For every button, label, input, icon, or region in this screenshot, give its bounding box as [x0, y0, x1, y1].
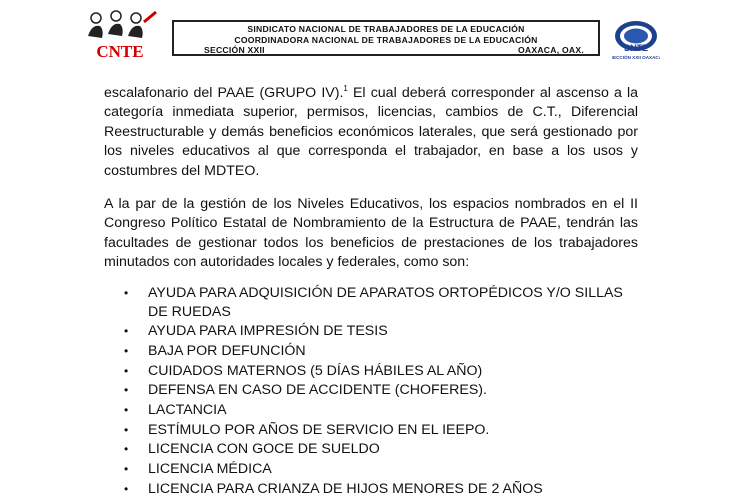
- paragraph-line: los niveles educativos al que corresponda el trabajador, en base a los usos y: [104, 143, 638, 160]
- list-item-text: LACTANCIA: [148, 401, 227, 418]
- list-item-text: AYUDA PARA IMPRESIÓN DE TESIS: [148, 323, 388, 340]
- bullet-icon: •: [124, 422, 129, 437]
- list-item: [122, 440, 642, 459]
- bullet-icon: •: [124, 324, 129, 339]
- paragraph-line: [104, 84, 638, 103]
- paragraph-escalafonario: [104, 84, 638, 181]
- list-item: [122, 284, 642, 321]
- cnte-logo-text: CNTE: [96, 42, 144, 60]
- list-item: [122, 381, 642, 400]
- bullet-icon: •: [124, 442, 129, 457]
- coordinator-name: COORDINADORA NACIONAL DE TRABAJADORES DE LA EDUCACIÓN: [234, 34, 538, 45]
- snte-logo-text: SNTE: [623, 43, 649, 53]
- section-location: OAXACA, OAX.: [517, 45, 584, 55]
- bullet-icon: •: [124, 402, 129, 417]
- bullet-icon: •: [124, 363, 129, 378]
- footnote-ref[interactable]: 1: [343, 84, 348, 93]
- paragraph-line: Congreso Político Estatal de Nombramiento de la Estructura de PAAE, tendrán las: [104, 215, 638, 232]
- paragraph-line: costumbres del MDTEO.: [104, 162, 260, 179]
- section-line: [182, 45, 590, 56]
- snte-logo-subtext: SECCIÓN XXII OAXACA: [612, 55, 660, 60]
- list-item: [122, 460, 642, 479]
- list-item-text: DEFENSA EN CASO DE ACCIDENTE (CHOFERES).: [148, 382, 487, 399]
- list-item-text: LICENCIA PARA CRIANZA DE HIJOS MENORES DE 2 AÑOS: [148, 480, 543, 497]
- union-name: SINDICATO NACIONAL DE TRABAJADORES DE LA EDUCACIÓN: [247, 24, 525, 34]
- list-item: [122, 322, 642, 341]
- list-item-text: CUIDADOS MATERNOS (5 DÍAS HÁBILES AL AÑO): [148, 362, 483, 379]
- list-item: [122, 342, 642, 361]
- list-item-text: AYUDA PARA ADQUISICIÓN DE APARATOS ORTOPÉDICOS Y/O SILLAS DE RUEDAS: [148, 285, 623, 320]
- list-item-text: LICENCIA CON GOCE DE SUELDO: [148, 441, 380, 458]
- paragraph-line: A la par de la gestión de los Niveles Educativos, los espacios nombrados en el II: [104, 196, 638, 212]
- bullet-icon: •: [124, 481, 129, 496]
- cnte-logo-graphic: [82, 8, 162, 60]
- bullet-icon: •: [124, 383, 129, 398]
- benefits-list: [122, 284, 642, 499]
- section-number: SECCIÓN XXII: [204, 45, 265, 55]
- bullet-icon: •: [124, 343, 129, 358]
- page-header: [0, 0, 741, 70]
- header-title-box: [172, 20, 600, 56]
- bullet-icon: •: [124, 462, 129, 476]
- list-item-text: BAJA POR DEFUNCIÓN: [148, 342, 306, 359]
- paragraph-line: categoría inmediata superior, permisos, licencias, cambios de C.T., Diferencial: [104, 104, 638, 121]
- paragraph-line: Reestructurable y demás beneficios económicos laterales, que será gestionado por: [104, 123, 638, 140]
- paragraph-text: El cual deberá corresponder al ascenso a la: [347, 85, 638, 101]
- list-item: [122, 480, 642, 499]
- list-item-text: ESTÍMULO POR AÑOS DE SERVICIO EN EL IEEPO.: [148, 421, 490, 438]
- snte-logo: [612, 18, 660, 64]
- snte-seal-graphic: [612, 18, 660, 64]
- cnte-logo: [82, 8, 162, 60]
- paragraph-gestion: [104, 195, 638, 273]
- list-item-text: LICENCIA MÉDICA: [148, 461, 272, 477]
- list-item: [122, 362, 642, 381]
- list-item: [122, 401, 642, 420]
- paragraph-text: escalafonario del PAAE (GRUPO IV).: [104, 85, 344, 101]
- paragraph-line: minutados con autoridades locales y federales, como son:: [104, 254, 470, 271]
- list-item: [122, 421, 642, 440]
- bullet-icon: •: [124, 286, 129, 300]
- paragraph-line: facultades de gestionar todos los beneficios de prestaciones de los trabajadores: [104, 234, 638, 251]
